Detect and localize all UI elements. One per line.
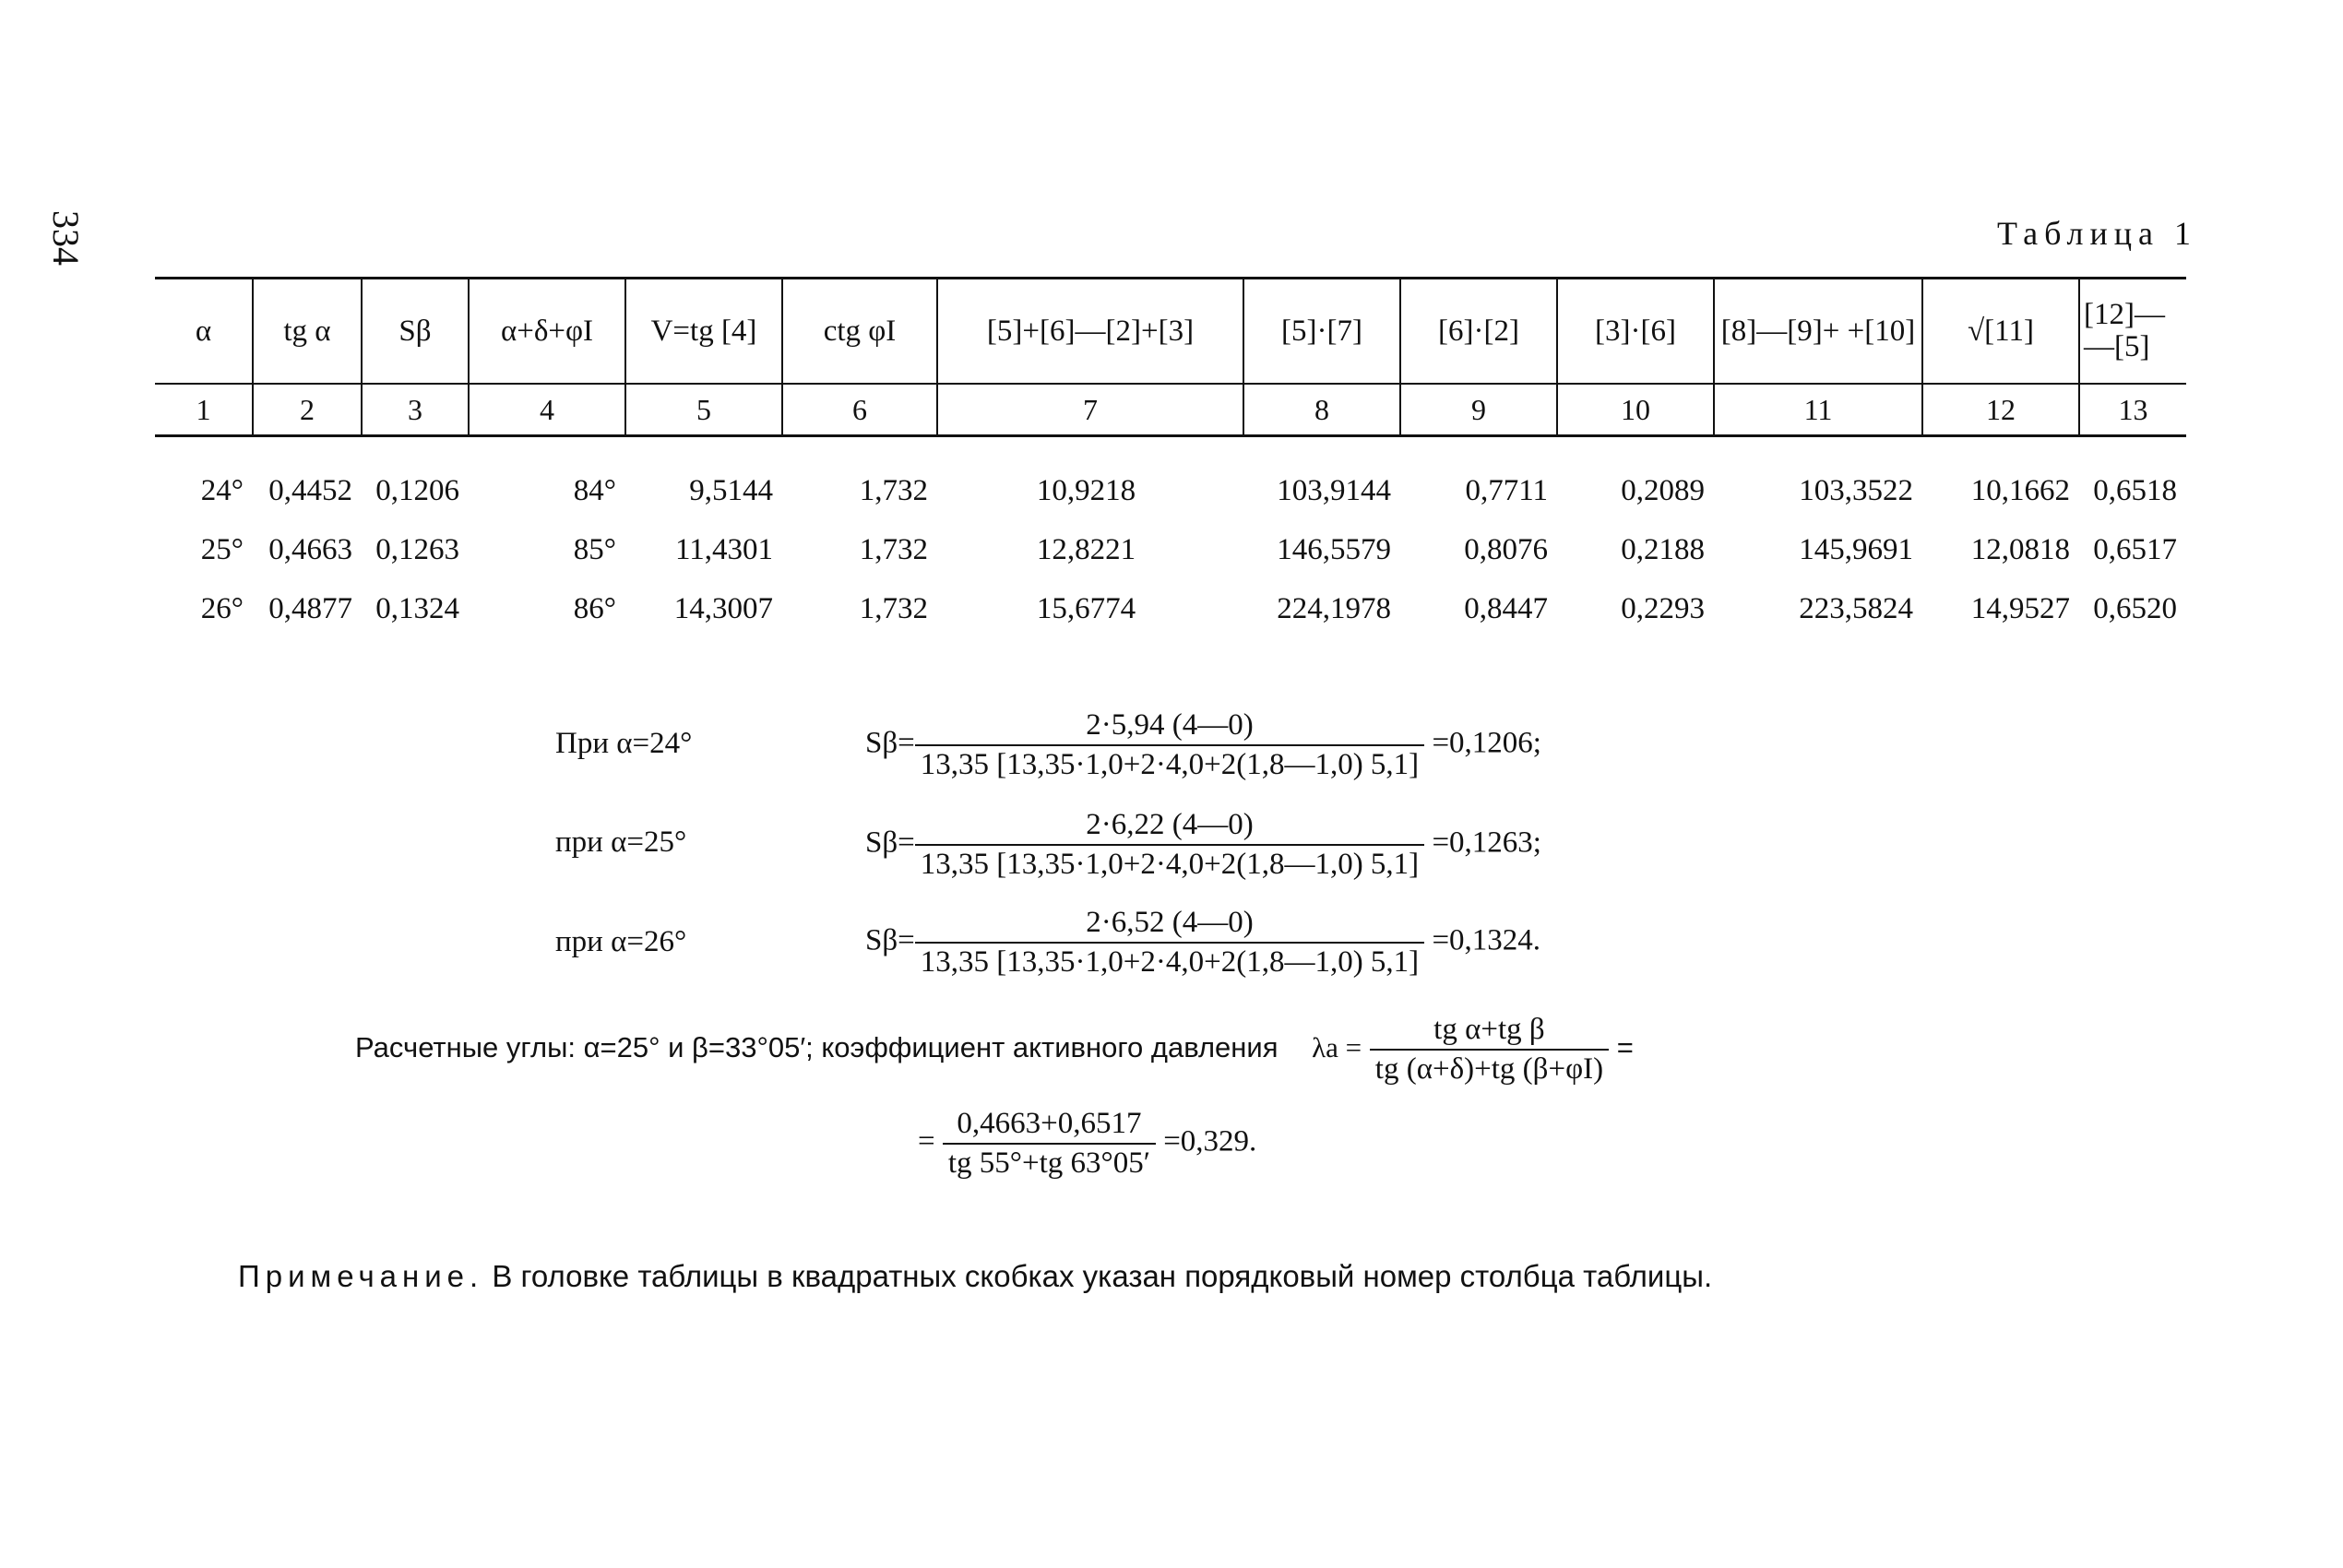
column-number-row — [155, 384, 2186, 436]
table-cell: 0,6520 — [2093, 591, 2177, 625]
header-cell: α — [155, 279, 253, 385]
table-cell: 84° — [573, 473, 616, 507]
column-number: 9 — [1400, 384, 1557, 436]
table-cell: 0,2293 — [1621, 591, 1705, 625]
formula — [865, 708, 1541, 782]
table-cell: 85° — [573, 532, 616, 566]
header-cell: V=tg [4] — [625, 279, 782, 385]
fraction — [915, 906, 1424, 980]
table-cell: 0,8447 — [1464, 591, 1548, 625]
data-table — [155, 277, 2186, 638]
table-cell: 14,9527 — [1970, 591, 2070, 625]
table-cell: 0,4452 — [268, 473, 352, 507]
table-cell: 0,1324 — [375, 591, 459, 625]
fraction-numerator: 2·6,52 (4—0) — [915, 906, 1424, 944]
table-cell: 10,1662 — [1970, 473, 2070, 507]
column-number: 10 — [1557, 384, 1714, 436]
fraction-denominator: tg (α+δ)+tg (β+φI) — [1374, 1052, 1604, 1086]
column-number: 11 — [1714, 384, 1922, 436]
lambda-fraction — [1370, 1013, 1609, 1087]
table-cell: 0,2188 — [1621, 532, 1705, 566]
table-cell: 0,4663 — [268, 532, 352, 566]
table-cell: 12,8221 — [1036, 532, 1136, 566]
table-cell: 24° — [200, 473, 244, 507]
page-number: 334 — [45, 210, 87, 266]
column-number: 1 — [155, 384, 253, 436]
table-cell: 1,732 — [859, 591, 928, 625]
fraction-denominator: 13,35 [13,35·1,0+2·4,0+2(1,8—1,0) 5,1] — [920, 848, 1420, 881]
fraction-numerator: 0,4663+0,6517 — [943, 1107, 1156, 1145]
column-number: 12 — [1922, 384, 2079, 436]
table-row — [155, 579, 2186, 638]
table-cell: 0,2089 — [1621, 473, 1705, 507]
table-cell: 15,6774 — [1036, 591, 1136, 625]
column-number: 6 — [782, 384, 937, 436]
table-cell: 0,6518 — [2093, 473, 2177, 507]
table-cell: 223,5824 — [1799, 591, 1913, 625]
header-cell: [12]— —[5] — [2079, 279, 2186, 385]
table-cell: 0,8076 — [1464, 532, 1548, 566]
fraction-denominator: 13,35 [13,35·1,0+2·4,0+2(1,8—1,0) 5,1] — [920, 748, 1420, 781]
table-cell: 86° — [573, 591, 616, 625]
calc-tail: = — [1616, 1031, 1634, 1064]
column-number: 13 — [2079, 384, 2186, 436]
formula — [865, 906, 1540, 980]
calc-line — [355, 1013, 1634, 1087]
table-cell: 1,732 — [859, 532, 928, 566]
table-cell: 224,1978 — [1277, 591, 1391, 625]
formula-lhs: Sβ= — [865, 923, 915, 957]
column-number: 8 — [1243, 384, 1400, 436]
fraction-numerator: tg α+tg β — [1370, 1013, 1609, 1051]
table-row — [155, 461, 2186, 520]
table-cell: 103,3522 — [1799, 473, 1913, 507]
table-cell: 25° — [200, 532, 244, 566]
fraction-denominator: tg 55°+tg 63°05′ — [947, 1146, 1150, 1180]
header-cell: [5]+[6]—[2]+[3] — [937, 279, 1243, 385]
calc-lead: = — [918, 1124, 935, 1158]
header-cell: [6]·[2] — [1400, 279, 1557, 385]
table-cell: 9,5144 — [689, 473, 773, 507]
table-caption: Таблица 1 — [1997, 215, 2197, 252]
table-cell: 26° — [200, 591, 244, 625]
header-cell: [3]·[6] — [1557, 279, 1714, 385]
header-cell: α+δ+φI — [469, 279, 625, 385]
note — [238, 1259, 1712, 1294]
fraction-numerator: 2·6,22 (4—0) — [915, 808, 1424, 846]
table-cell: 12,0818 — [1970, 532, 2070, 566]
table-cell: 0,6517 — [2093, 532, 2177, 566]
fraction-denominator: 13,35 [13,35·1,0+2·4,0+2(1,8—1,0) 5,1] — [920, 945, 1420, 979]
fraction — [915, 808, 1424, 882]
column-number: 4 — [469, 384, 625, 436]
column-number: 3 — [362, 384, 469, 436]
note-label: Примечание. — [238, 1259, 484, 1293]
fraction-numerator: 2·5,94 (4—0) — [915, 708, 1424, 746]
formula-result: =0,1324. — [1432, 923, 1541, 957]
header-cell: Sβ — [362, 279, 469, 385]
formula-label: при α=25° — [555, 826, 687, 859]
formula-label: При α=24° — [555, 727, 693, 760]
column-number: 7 — [937, 384, 1243, 436]
table-cell: 146,5579 — [1277, 532, 1391, 566]
table-cell: 103,9144 — [1277, 473, 1391, 507]
lambda-symbol: λa = — [1312, 1031, 1362, 1064]
formula-lhs: Sβ= — [865, 826, 915, 860]
calc-result-line — [918, 1107, 1256, 1181]
formula-result: =0,1263; — [1432, 826, 1541, 860]
formula-lhs: Sβ= — [865, 726, 915, 760]
formula-result: =0,1206; — [1432, 726, 1541, 760]
table-cell: 10,9218 — [1036, 473, 1136, 507]
calc-result: =0,329. — [1163, 1124, 1257, 1158]
table-cell: 0,1263 — [375, 532, 459, 566]
header-cell: [5]·[7] — [1243, 279, 1400, 385]
note-text: В головке таблицы в квадратных скобках указан порядковый номер столбца таблицы. — [492, 1259, 1713, 1293]
formula — [865, 808, 1541, 882]
header-cell: ctg φI — [782, 279, 937, 385]
calc-text: Расчетные углы: α=25° и β=33°05′; коэффициент активного давления — [355, 1031, 1279, 1064]
header-cell: tg α — [253, 279, 362, 385]
formula-label: при α=26° — [555, 925, 687, 958]
table-row — [155, 520, 2186, 579]
table-cell: 0,1206 — [375, 473, 459, 507]
table-cell: 145,9691 — [1799, 532, 1913, 566]
header-row — [155, 279, 2186, 385]
table-cell: 14,3007 — [673, 591, 773, 625]
fraction — [915, 708, 1424, 782]
header-cell: √[11] — [1922, 279, 2079, 385]
header-cell: [8]—[9]+ +[10] — [1714, 279, 1922, 385]
column-number: 5 — [625, 384, 782, 436]
table-cell: 1,732 — [859, 473, 928, 507]
column-number: 2 — [253, 384, 362, 436]
table-cell: 0,7711 — [1465, 473, 1548, 507]
table-cell: 0,4877 — [268, 591, 352, 625]
table-cell: 11,4301 — [674, 532, 773, 566]
result-fraction — [943, 1107, 1156, 1181]
